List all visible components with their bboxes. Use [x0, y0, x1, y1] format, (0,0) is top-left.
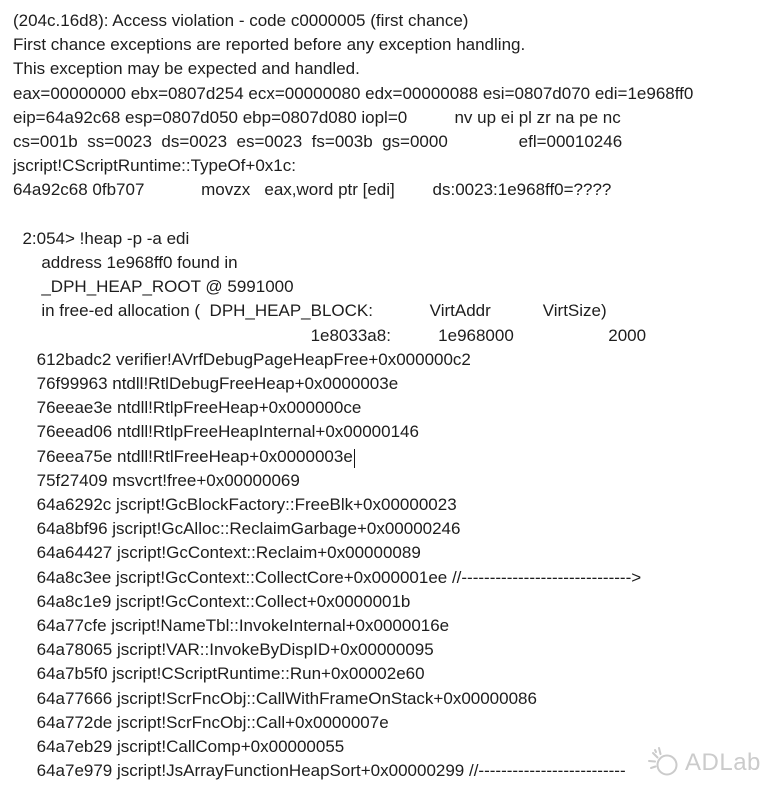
stack-frame-line: 64a64427 jscript!GcContext::Reclaim+0x00000089: [13, 543, 421, 563]
stack-frame-line: 64a77666 jscript!ScrFncObj::CallWithFrameOnStack+0x00000086: [13, 688, 537, 708]
text-caret: [354, 449, 355, 468]
segment-registers-line: cs=001b ss=0023 ds=0023 es=0023 fs=003b gs=0000 efl=00010246: [13, 132, 623, 152]
command-prompt-line: 2:054> !heap -p -a edi: [13, 228, 190, 248]
stack-frame-line: 75f27409 msvcrt!free+0x00000069: [13, 470, 300, 490]
stack-frame-line: 64a6292c jscript!GcBlockFactory::FreeBlk+0x00000023: [13, 495, 457, 515]
stack-frame-line: 64a7b5f0 jscript!CScriptRuntime::Run+0x00002e60: [13, 664, 425, 684]
stack-frame-annotated-line: 64a8c3ee jscript!GcContext::CollectCore+0x000001ee //------------------------------>: [13, 567, 642, 587]
stack-frame-line: 64a77cfe jscript!NameTbl::InvokeInternal+0x0000016e: [13, 616, 450, 636]
terminal-line: First chance exceptions are reported before any exception handling.: [13, 35, 526, 55]
stack-frame-line: 76eead06 ntdll!RtlpFreeHeapInternal+0x00000146: [13, 422, 419, 442]
stack-frame-line: 76f99963 ntdll!RtlDebugFreeHeap+0x0000003e: [13, 374, 399, 394]
stack-frame-line: 64a8bf96 jscript!GcAlloc::ReclaimGarbage+0x00000246: [13, 519, 461, 539]
heap-info-line: _DPH_HEAP_ROOT @ 5991000: [13, 277, 294, 297]
terminal-line: This exception may be expected and handled.: [13, 59, 360, 79]
stack-frame-annotated-line: 64a7e979 jscript!JsArrayFunctionHeapSort+0x00000299 //--------------------------: [13, 761, 626, 781]
heap-info-line: address 1e968ff0 found in: [13, 253, 238, 273]
stack-frame-line: 64a8c1e9 jscript!GcContext::Collect+0x0000001b: [13, 591, 411, 611]
symbol-line: jscript!CScriptRuntime::TypeOf+0x1c:: [13, 156, 296, 176]
heap-block-values-line: 1e8033a8: 1e968000 2000: [13, 325, 647, 345]
exception-title-line: (204c.16d8): Access violation - code c0000005 (first chance): [13, 11, 469, 30]
heap-block-header-line: in free-ed allocation ( DPH_HEAP_BLOCK: VirtAddr VirtSize): [13, 301, 607, 321]
stack-frame-line: 612badc2 verifier!AVrfDebugPageHeapFree+0x000000c2: [13, 349, 471, 369]
stack-frame-line: 76eeae3e ntdll!RtlpFreeHeap+0x000000ce: [13, 398, 362, 418]
disassembly-line: 64a92c68 0fb707 movzx eax,word ptr [edi] ds:0023:1e968ff0=????: [13, 180, 612, 200]
watermark-label: ADLab: [685, 749, 761, 776]
stack-frame-line-with-caret: [13, 445, 765, 469]
stack-frame-line: 64a78065 jscript!VAR::InvokeByDispID+0x00000095: [13, 640, 434, 660]
registers-line: eax=00000000 ebx=0807d254 ecx=00000080 edx=00000088 esi=0807d070 edi=1e968ff0: [13, 83, 694, 103]
stack-frame-text: 76eea75e ntdll!RtlFreeHeap+0x0000003e: [13, 446, 353, 466]
blank-line: [13, 203, 765, 227]
stack-frame-line: 64a7eb29 jscript!CallComp+0x00000055: [13, 737, 345, 757]
stack-frame-line: 64a772de jscript!ScrFncObj::Call+0x0000007e: [13, 712, 389, 732]
registers-line: eip=64a92c68 esp=0807d050 ebp=0807d080 iopl=0 nv up ei pl zr na pe nc: [13, 107, 621, 127]
